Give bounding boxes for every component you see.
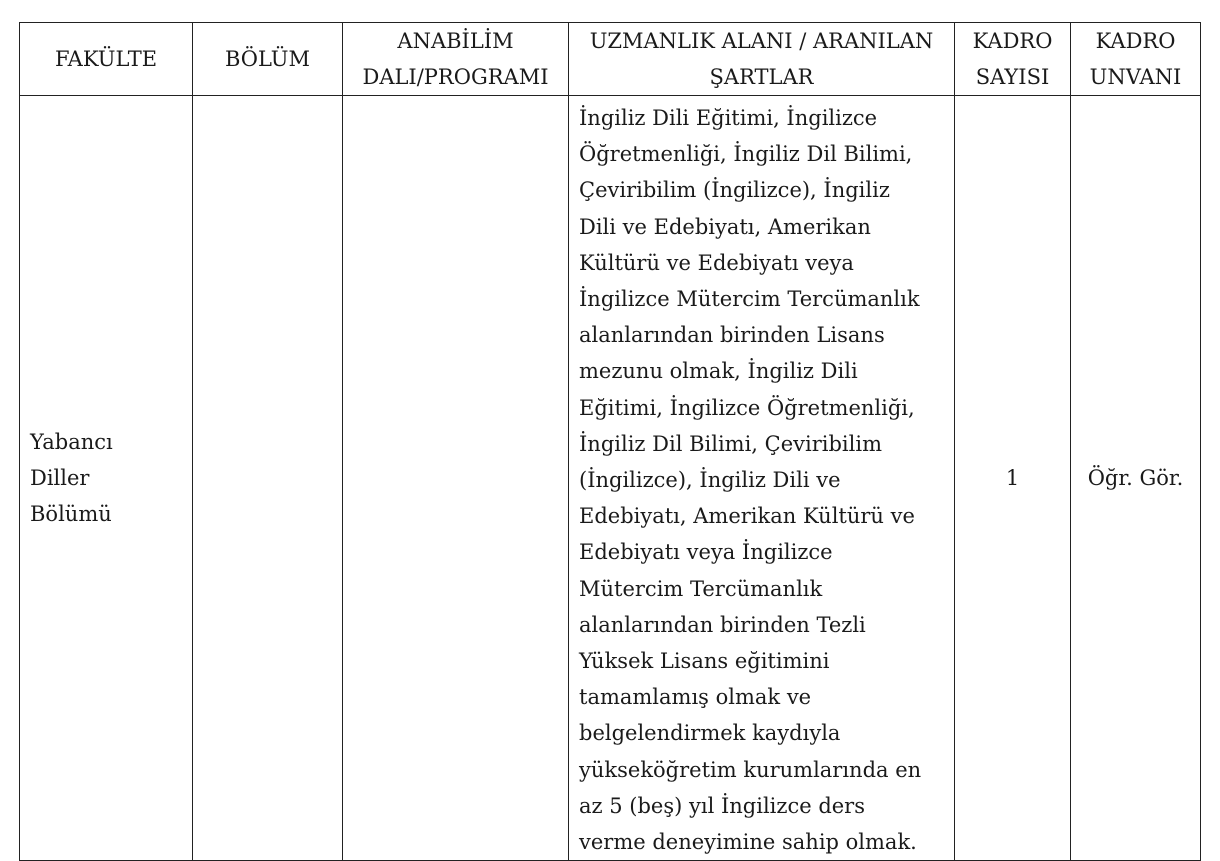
sartlar-line: Öğretmenliği, İngiliz Dil Bilimi, [579, 142, 913, 167]
sartlar-line: Edebiyatı, Amerikan Kültürü ve [579, 504, 915, 529]
header-bolum: BÖLÜM [193, 23, 343, 96]
sartlar-line: Eğitimi, İngilizce Öğretmenliği, [579, 395, 915, 420]
sartlar-line: Çeviribilim (İngilizce), İngiliz [579, 178, 890, 203]
sartlar-line: alanlarından birinden Lisans [579, 323, 885, 348]
sartlar-line: mezunu olmak, İngiliz Dili [579, 359, 858, 384]
cell-anabilim [343, 96, 569, 861]
sartlar-line: İngilizce Mütercim Tercümanlık [579, 287, 920, 312]
sartlar-line: tamamlamış olmak ve [579, 685, 812, 710]
fakulte-line: Bölümü [30, 502, 112, 527]
sartlar-line: Dili ve Edebiyatı, Amerikan [579, 214, 871, 239]
sartlar-line: Yüksek Lisans eğitimini [579, 649, 830, 674]
cell-bolum [193, 96, 343, 861]
cell-kadro-sayisi: 1 [955, 96, 1071, 861]
table-row [20, 96, 1201, 861]
sartlar-line: belgelendirmek kaydıyla [579, 721, 841, 746]
fakulte-line: Yabancı [30, 430, 113, 455]
cell-fakulte [20, 96, 193, 861]
sartlar-line: az 5 (beş) yıl İngilizce ders [579, 793, 866, 818]
cell-sartlar [569, 96, 955, 861]
sartlar-line: alanlarından birinden Tezli [579, 612, 866, 637]
sartlar-line: yükseköğretim kurumlarında en [579, 757, 922, 782]
sartlar-line: İngiliz Dil Bilimi, Çeviribilim [579, 431, 882, 456]
sartlar-line: (İngilizce), İngiliz Dili ve [579, 468, 841, 493]
header-kadro-sayisi: KADRO SAYISI [955, 23, 1071, 96]
sartlar-line: İngiliz Dili Eğitimi, İngilizce [579, 106, 878, 130]
header-kadro-unvani: KADRO UNVANI [1071, 23, 1201, 96]
position-table [19, 22, 1201, 861]
sartlar-line: verme deneyimine sahip olmak. [579, 830, 917, 855]
sartlar-line: Mütercim Tercümanlık [579, 576, 823, 601]
header-fakulte: FAKÜLTE [20, 23, 193, 96]
header-row [20, 23, 1201, 96]
sartlar-line: Edebiyatı veya İngilizce [579, 540, 833, 565]
sartlar-line: Kültürü ve Edebiyatı veya [579, 250, 854, 275]
header-sartlar: UZMANLIK ALANI / ARANILAN ŞARTLAR [569, 23, 955, 96]
header-anabilim: ANABİLİM DALI/PROGRAMI [343, 23, 569, 96]
fakulte-line: Diller [30, 466, 90, 491]
cell-kadro-unvani: Öğr. Gör. [1071, 96, 1201, 861]
